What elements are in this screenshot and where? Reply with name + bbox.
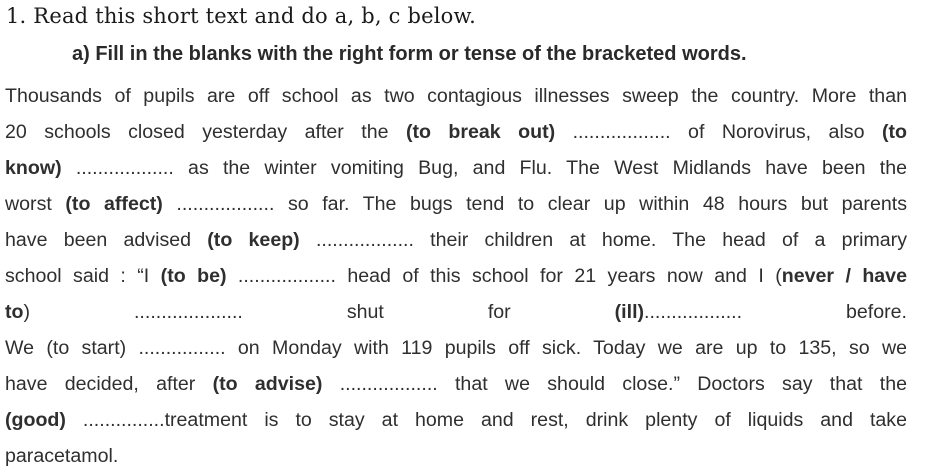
exercise-instruction: a) Fill in the blanks with the right form or tense of the bracketed words.	[72, 43, 747, 65]
passage-line	[5, 366, 907, 402]
bracketed-word: (to be)	[160, 265, 227, 287]
bracketed-word: (ill)	[614, 301, 645, 323]
passage-text: .................. that we should close.” Doctors say that the	[322, 373, 907, 395]
bracketed-word: know)	[5, 157, 62, 179]
passage-text: .................. of Norovirus, also	[555, 121, 882, 143]
passage-line	[5, 258, 907, 294]
passage-line	[5, 150, 907, 186]
passage-text: We (to start) ................ on Monday with 119 pupils off sick. Today we are up to 135, so we	[5, 337, 907, 359]
passage-line	[5, 402, 907, 438]
passage-text: .................. their children at home. The head of a primary	[299, 229, 907, 251]
bracketed-word: (to	[881, 121, 907, 143]
exercise-heading: 1. Read this short text and do a, b, c below.	[6, 4, 477, 28]
bracketed-word: (to affect)	[65, 193, 163, 215]
bracketed-word: (to break out)	[405, 121, 556, 143]
passage-line	[5, 222, 907, 258]
passage-text: worst	[5, 193, 66, 215]
passage-text: Thousands of pupils are off school as two contagious illnesses sweep the country. More than	[5, 85, 907, 107]
bracketed-word: to	[5, 301, 24, 323]
passage-text: .................. head of this school for 21 years now and I (	[226, 265, 782, 287]
passage-text: .................. before.	[644, 301, 907, 323]
passage-line	[5, 114, 907, 150]
passage-text: .................. so far. The bugs tend to clear up within 48 hours but parents	[162, 193, 907, 215]
bracketed-word: (good)	[5, 409, 66, 431]
passage-line	[5, 78, 907, 114]
passage-text: 20 schools closed yesterday after the	[5, 121, 406, 143]
passage-line	[5, 294, 907, 330]
passage-line	[5, 330, 907, 366]
bracketed-word: never / have	[781, 265, 907, 287]
bracketed-word: (to keep)	[207, 229, 300, 251]
passage-line	[5, 186, 907, 222]
passage-text: have decided, after	[5, 373, 213, 395]
passage-line	[5, 438, 907, 474]
passage-text: ) .................... shut for	[23, 301, 615, 323]
bracketed-word: (to advise)	[212, 373, 323, 395]
passage-text: ...............treatment is to stay at home and rest, drink plenty of liquids and take	[65, 409, 907, 431]
passage-text: .................. as the winter vomiting Bug, and Flu. The West Midlands have been the	[61, 157, 907, 179]
passage-text: have been advised	[5, 229, 208, 251]
passage-text: paracetamol.	[5, 445, 119, 467]
passage-text: school said : “I	[5, 265, 161, 287]
reading-passage	[5, 78, 907, 474]
